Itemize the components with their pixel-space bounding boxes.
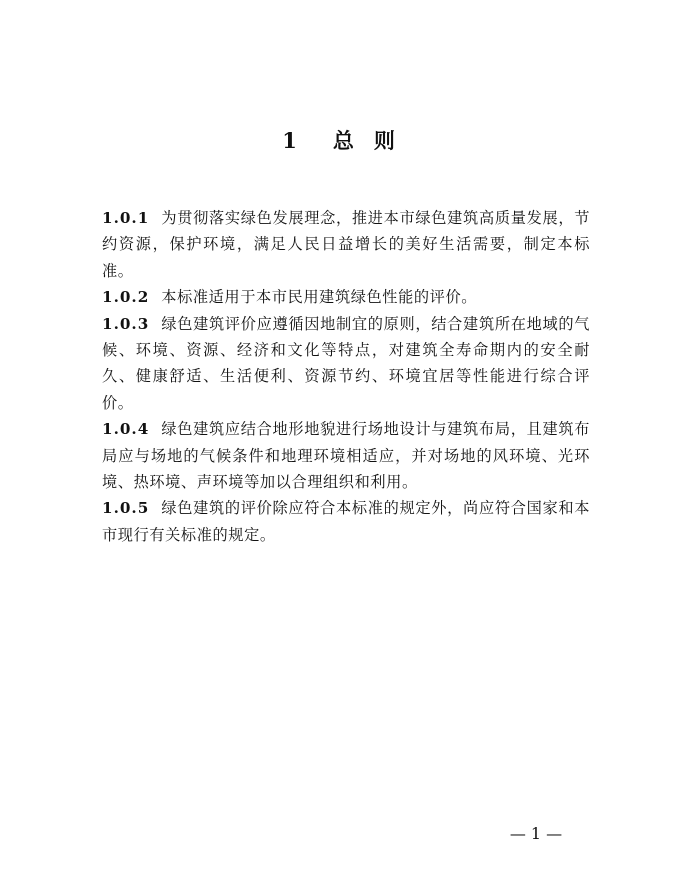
clause-text: 本标准适用于本市民用建筑绿色性能的评价。 (161, 288, 478, 307)
clause-number: 1.0.1 (102, 209, 150, 227)
clause-text: 绿色建筑应结合地形地貌进行场地设计与建筑布局，且建筑布局应与场地的气候条件和地理环境相适应，并对场地的风环境、光环境、热环境、声环境等加以合理组织和利用。 (102, 420, 590, 492)
clause-number: 1.0.3 (102, 314, 150, 333)
clause-text: 绿色建筑的评价除应符合本标准的规定外，尚应符合国家和本市现行有关标准的规定。 (102, 499, 590, 544)
clause-1-0-5 (102, 495, 590, 548)
clause-text: 为贯彻落实绿色发展理念，推进本市绿色建筑高质量发展，节约资源，保护环境，满足人民日益增长的美好生活需要，制定本标准。 (102, 209, 590, 280)
clause-number: 1.0.2 (102, 288, 150, 307)
page-number: — 1 — (509, 824, 563, 843)
chapter-title-char-2: 则 (373, 128, 395, 153)
clause-1-0-4 (102, 416, 590, 495)
chapter-title-char-1: 总 (332, 128, 354, 153)
chapter-number: 1 (282, 128, 297, 153)
clause-1-0-2 (102, 284, 590, 310)
clause-number: 1.0.4 (102, 420, 150, 439)
clause-1-0-1 (102, 205, 590, 284)
clause-number: 1.0.5 (102, 499, 150, 518)
clause-text: 绿色建筑评价应遵循因地制宜的原则，结合建筑所在地域的气候、环境、资源、经济和文化等特点，对建筑全寿命期内的安全耐久、健康舒适、生活便利、资源节约、环境宜居等性能进行综合评价。 (102, 314, 590, 412)
clause-list (102, 205, 590, 548)
clause-1-0-3 (102, 311, 590, 417)
chapter-title (0, 126, 687, 156)
